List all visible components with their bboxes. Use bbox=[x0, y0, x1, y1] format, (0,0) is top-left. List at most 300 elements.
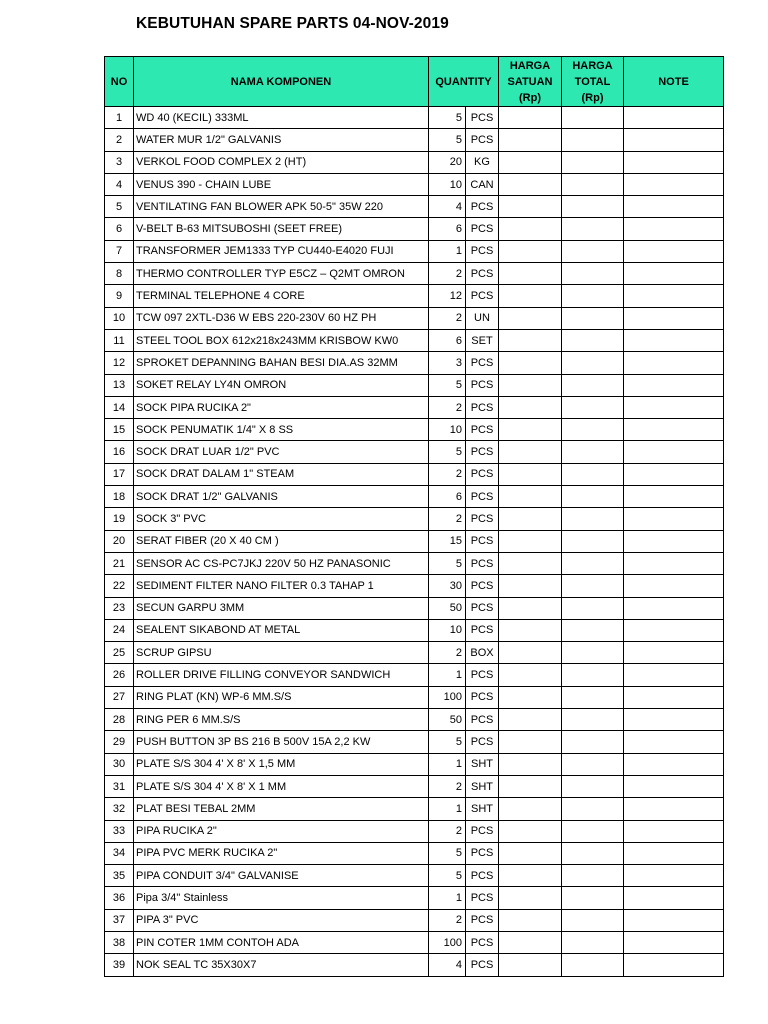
row-number: 4 bbox=[105, 173, 134, 195]
unit-price-cell bbox=[499, 463, 562, 485]
component-name: V-BELT B-63 MITSUBOSHI (SEET FREE) bbox=[134, 218, 429, 240]
component-name: RING PER 6 MM.S/S bbox=[134, 709, 429, 731]
row-number: 22 bbox=[105, 575, 134, 597]
total-price-cell bbox=[562, 240, 624, 262]
component-name: TERMINAL TELEPHONE 4 CORE bbox=[134, 285, 429, 307]
quantity-value: 2 bbox=[429, 396, 466, 418]
note-cell bbox=[624, 865, 724, 887]
spare-parts-table bbox=[104, 56, 724, 977]
note-cell bbox=[624, 619, 724, 641]
header-total-price-line3: (Rp) bbox=[581, 91, 604, 104]
row-number: 37 bbox=[105, 909, 134, 931]
component-name: RING PLAT (KN) WP-6 MM.S/S bbox=[134, 686, 429, 708]
table-row bbox=[105, 686, 724, 708]
note-cell bbox=[624, 352, 724, 374]
quantity-unit: PCS bbox=[466, 865, 499, 887]
quantity-unit: PCS bbox=[466, 396, 499, 418]
quantity-value: 4 bbox=[429, 954, 466, 976]
table-row bbox=[105, 820, 724, 842]
note-cell bbox=[624, 686, 724, 708]
row-number: 12 bbox=[105, 352, 134, 374]
total-price-cell bbox=[562, 107, 624, 129]
unit-price-cell bbox=[499, 307, 562, 329]
row-number: 29 bbox=[105, 731, 134, 753]
quantity-value: 15 bbox=[429, 530, 466, 552]
note-cell bbox=[624, 552, 724, 574]
document-title: KEBUTUHAN SPARE PARTS 04-NOV-2019 bbox=[136, 15, 449, 32]
table-row bbox=[105, 575, 724, 597]
total-price-cell bbox=[562, 686, 624, 708]
table-row bbox=[105, 419, 724, 441]
quantity-unit: PCS bbox=[466, 731, 499, 753]
note-cell bbox=[624, 798, 724, 820]
unit-price-cell bbox=[499, 842, 562, 864]
unit-price-cell bbox=[499, 686, 562, 708]
table-row bbox=[105, 508, 724, 530]
note-cell bbox=[624, 419, 724, 441]
quantity-unit: PCS bbox=[466, 820, 499, 842]
table-row bbox=[105, 664, 724, 686]
table-row bbox=[105, 374, 724, 396]
unit-price-cell bbox=[499, 129, 562, 151]
total-price-cell bbox=[562, 775, 624, 797]
row-number: 13 bbox=[105, 374, 134, 396]
note-cell bbox=[624, 909, 724, 931]
quantity-unit: PCS bbox=[466, 129, 499, 151]
table-row bbox=[105, 263, 724, 285]
total-price-cell bbox=[562, 575, 624, 597]
row-number: 34 bbox=[105, 842, 134, 864]
unit-price-cell bbox=[499, 374, 562, 396]
note-cell bbox=[624, 887, 724, 909]
total-price-cell bbox=[562, 218, 624, 240]
quantity-value: 2 bbox=[429, 642, 466, 664]
quantity-unit: PCS bbox=[466, 285, 499, 307]
quantity-unit: SET bbox=[466, 329, 499, 351]
table-row bbox=[105, 731, 724, 753]
quantity-value: 5 bbox=[429, 107, 466, 129]
quantity-unit: PCS bbox=[466, 530, 499, 552]
quantity-value: 1 bbox=[429, 664, 466, 686]
row-number: 39 bbox=[105, 954, 134, 976]
total-price-cell bbox=[562, 798, 624, 820]
table-row bbox=[105, 307, 724, 329]
table-row bbox=[105, 329, 724, 351]
row-number: 28 bbox=[105, 709, 134, 731]
total-price-cell bbox=[562, 664, 624, 686]
quantity-value: 5 bbox=[429, 374, 466, 396]
quantity-unit: PCS bbox=[466, 240, 499, 262]
quantity-unit: PCS bbox=[466, 686, 499, 708]
component-name: SEALENT SIKABOND AT METAL bbox=[134, 619, 429, 641]
quantity-value: 1 bbox=[429, 798, 466, 820]
unit-price-cell bbox=[499, 419, 562, 441]
quantity-value: 5 bbox=[429, 842, 466, 864]
unit-price-cell bbox=[499, 575, 562, 597]
note-cell bbox=[624, 173, 724, 195]
quantity-value: 50 bbox=[429, 709, 466, 731]
quantity-value: 50 bbox=[429, 597, 466, 619]
row-number: 35 bbox=[105, 865, 134, 887]
quantity-value: 2 bbox=[429, 307, 466, 329]
component-name: VENUS 390 - CHAIN LUBE bbox=[134, 173, 429, 195]
total-price-cell bbox=[562, 352, 624, 374]
row-number: 20 bbox=[105, 530, 134, 552]
total-price-cell bbox=[562, 329, 624, 351]
total-price-cell bbox=[562, 441, 624, 463]
header-unit-price-line2: SATUAN bbox=[507, 75, 553, 88]
note-cell bbox=[624, 664, 724, 686]
quantity-unit: UN bbox=[466, 307, 499, 329]
unit-price-cell bbox=[499, 486, 562, 508]
component-name: WD 40 (KECIL) 333ML bbox=[134, 107, 429, 129]
quantity-value: 5 bbox=[429, 865, 466, 887]
component-name: SEDIMENT FILTER NANO FILTER 0.3 TAHAP 1 bbox=[134, 575, 429, 597]
header-unit-price-line1: HARGA bbox=[509, 59, 551, 72]
component-name: SECUN GARPU 3MM bbox=[134, 597, 429, 619]
quantity-unit: PCS bbox=[466, 508, 499, 530]
total-price-cell bbox=[562, 129, 624, 151]
table-row bbox=[105, 753, 724, 775]
total-price-cell bbox=[562, 307, 624, 329]
total-price-cell bbox=[562, 887, 624, 909]
quantity-value: 6 bbox=[429, 329, 466, 351]
total-price-cell bbox=[562, 508, 624, 530]
note-cell bbox=[624, 508, 724, 530]
note-cell bbox=[624, 820, 724, 842]
quantity-unit: SHT bbox=[466, 753, 499, 775]
quantity-unit: PCS bbox=[466, 218, 499, 240]
quantity-value: 12 bbox=[429, 285, 466, 307]
quantity-value: 30 bbox=[429, 575, 466, 597]
table-row bbox=[105, 865, 724, 887]
component-name: PLATE S/S 304 4' X 8' X 1,5 MM bbox=[134, 753, 429, 775]
quantity-unit: PCS bbox=[466, 954, 499, 976]
total-price-cell bbox=[562, 463, 624, 485]
quantity-value: 6 bbox=[429, 486, 466, 508]
quantity-unit: PCS bbox=[466, 107, 499, 129]
note-cell bbox=[624, 753, 724, 775]
component-name: SOCK DRAT 1/2" GALVANIS bbox=[134, 486, 429, 508]
note-cell bbox=[624, 307, 724, 329]
header-no: NO bbox=[105, 57, 134, 107]
unit-price-cell bbox=[499, 931, 562, 953]
row-number: 30 bbox=[105, 753, 134, 775]
quantity-unit: PCS bbox=[466, 664, 499, 686]
row-number: 17 bbox=[105, 463, 134, 485]
unit-price-cell bbox=[499, 441, 562, 463]
total-price-cell bbox=[562, 753, 624, 775]
note-cell bbox=[624, 129, 724, 151]
component-name: PLATE S/S 304 4' X 8' X 1 MM bbox=[134, 775, 429, 797]
table-row bbox=[105, 107, 724, 129]
total-price-cell bbox=[562, 419, 624, 441]
component-name: VENTILATING FAN BLOWER APK 50-5" 35W 220 bbox=[134, 196, 429, 218]
unit-price-cell bbox=[499, 151, 562, 173]
table-row bbox=[105, 954, 724, 976]
table-row bbox=[105, 129, 724, 151]
unit-price-cell bbox=[499, 954, 562, 976]
row-number: 6 bbox=[105, 218, 134, 240]
unit-price-cell bbox=[499, 396, 562, 418]
row-number: 27 bbox=[105, 686, 134, 708]
note-cell bbox=[624, 196, 724, 218]
table-row bbox=[105, 931, 724, 953]
row-number: 3 bbox=[105, 151, 134, 173]
component-name: PIN COTER 1MM CONTOH ADA bbox=[134, 931, 429, 953]
row-number: 26 bbox=[105, 664, 134, 686]
table-row bbox=[105, 909, 724, 931]
component-name: SERAT FIBER (20 X 40 CM ) bbox=[134, 530, 429, 552]
unit-price-cell bbox=[499, 709, 562, 731]
quantity-unit: CAN bbox=[466, 173, 499, 195]
table-row bbox=[105, 486, 724, 508]
unit-price-cell bbox=[499, 597, 562, 619]
component-name: WATER MUR 1/2" GALVANIS bbox=[134, 129, 429, 151]
quantity-unit: PCS bbox=[466, 441, 499, 463]
component-name: SOCK DRAT LUAR 1/2" PVC bbox=[134, 441, 429, 463]
quantity-value: 4 bbox=[429, 196, 466, 218]
unit-price-cell bbox=[499, 887, 562, 909]
table-row bbox=[105, 842, 724, 864]
quantity-unit: SHT bbox=[466, 798, 499, 820]
row-number: 9 bbox=[105, 285, 134, 307]
component-name: SENSOR AC CS-PC7JKJ 220V 50 HZ PANASONIC bbox=[134, 552, 429, 574]
component-name: PIPA 3" PVC bbox=[134, 909, 429, 931]
total-price-cell bbox=[562, 731, 624, 753]
total-price-cell bbox=[562, 196, 624, 218]
row-number: 7 bbox=[105, 240, 134, 262]
total-price-cell bbox=[562, 486, 624, 508]
total-price-cell bbox=[562, 709, 624, 731]
row-number: 31 bbox=[105, 775, 134, 797]
total-price-cell bbox=[562, 909, 624, 931]
unit-price-cell bbox=[499, 329, 562, 351]
note-cell bbox=[624, 240, 724, 262]
table-row bbox=[105, 642, 724, 664]
quantity-unit: PCS bbox=[466, 619, 499, 641]
row-number: 38 bbox=[105, 931, 134, 953]
note-cell bbox=[624, 463, 724, 485]
component-name: PLAT BESI TEBAL 2MM bbox=[134, 798, 429, 820]
row-number: 14 bbox=[105, 396, 134, 418]
table-row bbox=[105, 196, 724, 218]
table-row bbox=[105, 463, 724, 485]
total-price-cell bbox=[562, 396, 624, 418]
note-cell bbox=[624, 842, 724, 864]
unit-price-cell bbox=[499, 552, 562, 574]
note-cell bbox=[624, 931, 724, 953]
quantity-unit: SHT bbox=[466, 775, 499, 797]
header-unit-price-line3: (Rp) bbox=[519, 91, 541, 104]
component-name: TRANSFORMER JEM1333 TYP CU440-E4020 FUJI bbox=[134, 240, 429, 262]
note-cell bbox=[624, 374, 724, 396]
header-unit-price bbox=[499, 57, 562, 107]
quantity-unit: PCS bbox=[466, 575, 499, 597]
note-cell bbox=[624, 954, 724, 976]
total-price-cell bbox=[562, 173, 624, 195]
table-body bbox=[105, 107, 724, 977]
quantity-value: 1 bbox=[429, 240, 466, 262]
total-price-cell bbox=[562, 820, 624, 842]
header-note: NOTE bbox=[624, 57, 724, 107]
table-row bbox=[105, 151, 724, 173]
header-name: NAMA KOMPONEN bbox=[134, 57, 429, 107]
row-number: 19 bbox=[105, 508, 134, 530]
row-number: 1 bbox=[105, 107, 134, 129]
quantity-value: 10 bbox=[429, 419, 466, 441]
component-name: ROLLER DRIVE FILLING CONVEYOR SANDWICH bbox=[134, 664, 429, 686]
quantity-value: 5 bbox=[429, 731, 466, 753]
quantity-unit: PCS bbox=[466, 374, 499, 396]
unit-price-cell bbox=[499, 731, 562, 753]
quantity-value: 5 bbox=[429, 441, 466, 463]
quantity-value: 10 bbox=[429, 619, 466, 641]
unit-price-cell bbox=[499, 285, 562, 307]
unit-price-cell bbox=[499, 865, 562, 887]
row-number: 23 bbox=[105, 597, 134, 619]
unit-price-cell bbox=[499, 820, 562, 842]
row-number: 2 bbox=[105, 129, 134, 151]
note-cell bbox=[624, 731, 724, 753]
component-name: SOCK PENUMATIK 1/4" X 8 SS bbox=[134, 419, 429, 441]
table-row bbox=[105, 240, 724, 262]
component-name: VERKOL FOOD COMPLEX 2 (HT) bbox=[134, 151, 429, 173]
header-quantity: QUANTITY bbox=[429, 57, 499, 107]
note-cell bbox=[624, 486, 724, 508]
unit-price-cell bbox=[499, 775, 562, 797]
row-number: 25 bbox=[105, 642, 134, 664]
note-cell bbox=[624, 775, 724, 797]
row-number: 15 bbox=[105, 419, 134, 441]
row-number: 33 bbox=[105, 820, 134, 842]
table-row bbox=[105, 218, 724, 240]
total-price-cell bbox=[562, 285, 624, 307]
table-row bbox=[105, 173, 724, 195]
note-cell bbox=[624, 396, 724, 418]
total-price-cell bbox=[562, 865, 624, 887]
note-cell bbox=[624, 575, 724, 597]
component-name: PIPA CONDUIT 3/4" GALVANISE bbox=[134, 865, 429, 887]
component-name: THERMO CONTROLLER TYP E5CZ – Q2MT OMRON bbox=[134, 263, 429, 285]
table-row bbox=[105, 775, 724, 797]
unit-price-cell bbox=[499, 909, 562, 931]
table-row bbox=[105, 352, 724, 374]
note-cell bbox=[624, 329, 724, 351]
quantity-value: 10 bbox=[429, 173, 466, 195]
quantity-value: 3 bbox=[429, 352, 466, 374]
component-name: PIPA PVC MERK RUCIKA 2" bbox=[134, 842, 429, 864]
unit-price-cell bbox=[499, 530, 562, 552]
row-number: 11 bbox=[105, 329, 134, 351]
quantity-value: 5 bbox=[429, 129, 466, 151]
unit-price-cell bbox=[499, 196, 562, 218]
quantity-unit: PCS bbox=[466, 196, 499, 218]
row-number: 24 bbox=[105, 619, 134, 641]
total-price-cell bbox=[562, 642, 624, 664]
quantity-value: 5 bbox=[429, 552, 466, 574]
total-price-cell bbox=[562, 263, 624, 285]
quantity-value: 1 bbox=[429, 753, 466, 775]
quantity-unit: PCS bbox=[466, 597, 499, 619]
total-price-cell bbox=[562, 954, 624, 976]
quantity-unit: PCS bbox=[466, 552, 499, 574]
quantity-value: 100 bbox=[429, 686, 466, 708]
quantity-unit: KG bbox=[466, 151, 499, 173]
quantity-value: 2 bbox=[429, 263, 466, 285]
total-price-cell bbox=[562, 931, 624, 953]
quantity-unit: PCS bbox=[466, 709, 499, 731]
total-price-cell bbox=[562, 530, 624, 552]
quantity-unit: PCS bbox=[466, 486, 499, 508]
unit-price-cell bbox=[499, 240, 562, 262]
component-name: SPROKET DEPANNING BAHAN BESI DIA.AS 32MM bbox=[134, 352, 429, 374]
unit-price-cell bbox=[499, 798, 562, 820]
quantity-value: 1 bbox=[429, 887, 466, 909]
row-number: 8 bbox=[105, 263, 134, 285]
unit-price-cell bbox=[499, 352, 562, 374]
quantity-value: 2 bbox=[429, 463, 466, 485]
unit-price-cell bbox=[499, 263, 562, 285]
table-row bbox=[105, 887, 724, 909]
component-name: SCRUP GIPSU bbox=[134, 642, 429, 664]
total-price-cell bbox=[562, 374, 624, 396]
table-row bbox=[105, 798, 724, 820]
quantity-unit: PCS bbox=[466, 842, 499, 864]
table-row bbox=[105, 396, 724, 418]
unit-price-cell bbox=[499, 664, 562, 686]
component-name: SOCK 3" PVC bbox=[134, 508, 429, 530]
quantity-unit: PCS bbox=[466, 909, 499, 931]
header-total-price-line2: TOTAL bbox=[574, 75, 611, 88]
row-number: 18 bbox=[105, 486, 134, 508]
row-number: 36 bbox=[105, 887, 134, 909]
table-row bbox=[105, 619, 724, 641]
table-row bbox=[105, 552, 724, 574]
total-price-cell bbox=[562, 151, 624, 173]
quantity-value: 2 bbox=[429, 508, 466, 530]
component-name: SOKET RELAY LY4N OMRON bbox=[134, 374, 429, 396]
header-total-price-line1: HARGA bbox=[572, 59, 613, 72]
total-price-cell bbox=[562, 552, 624, 574]
quantity-unit: PCS bbox=[466, 419, 499, 441]
note-cell bbox=[624, 441, 724, 463]
unit-price-cell bbox=[499, 173, 562, 195]
total-price-cell bbox=[562, 597, 624, 619]
unit-price-cell bbox=[499, 642, 562, 664]
unit-price-cell bbox=[499, 753, 562, 775]
quantity-value: 2 bbox=[429, 909, 466, 931]
quantity-value: 6 bbox=[429, 218, 466, 240]
note-cell bbox=[624, 642, 724, 664]
quantity-unit: BOX bbox=[466, 642, 499, 664]
quantity-unit: PCS bbox=[466, 263, 499, 285]
note-cell bbox=[624, 151, 724, 173]
quantity-unit: PCS bbox=[466, 931, 499, 953]
quantity-unit: PCS bbox=[466, 887, 499, 909]
row-number: 10 bbox=[105, 307, 134, 329]
row-number: 21 bbox=[105, 552, 134, 574]
unit-price-cell bbox=[499, 619, 562, 641]
table-header-row bbox=[105, 57, 724, 107]
component-name: SOCK DRAT DALAM 1" STEAM bbox=[134, 463, 429, 485]
quantity-unit: PCS bbox=[466, 463, 499, 485]
quantity-unit: PCS bbox=[466, 352, 499, 374]
row-number: 16 bbox=[105, 441, 134, 463]
note-cell bbox=[624, 709, 724, 731]
component-name: PUSH BUTTON 3P BS 216 B 500V 15A 2,2 KW bbox=[134, 731, 429, 753]
note-cell bbox=[624, 218, 724, 240]
